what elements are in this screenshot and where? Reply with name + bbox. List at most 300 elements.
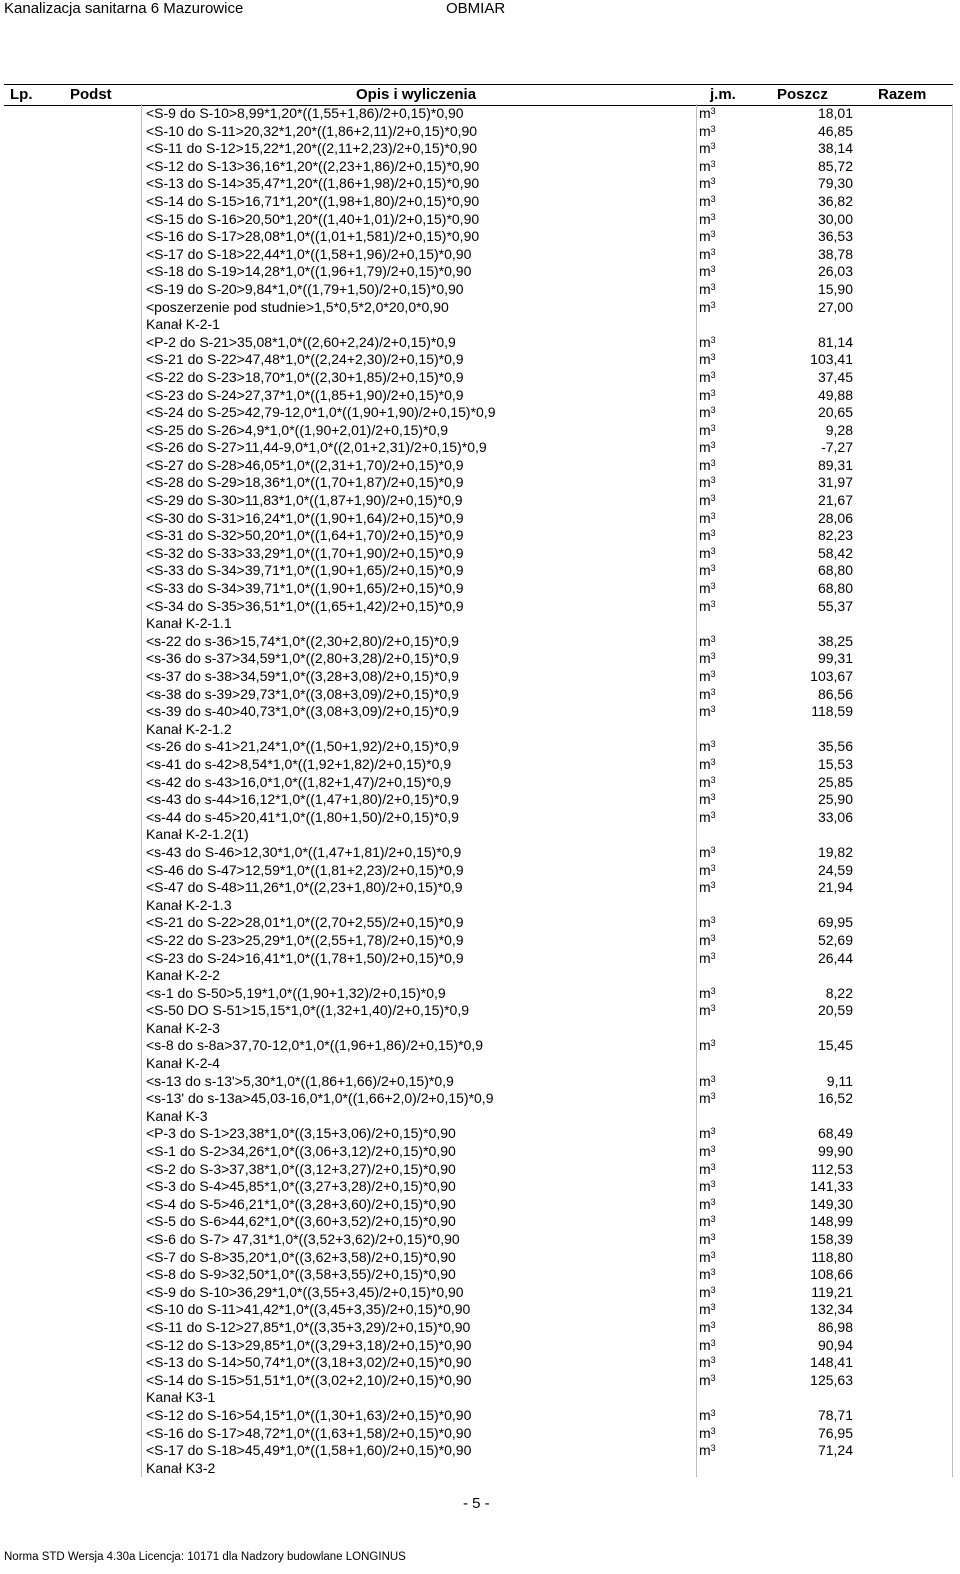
row-unit (699, 650, 716, 668)
table-row (0, 545, 960, 563)
unit-base: m (699, 562, 711, 579)
table-row (0, 1266, 960, 1284)
unit-base: m (699, 1424, 711, 1441)
row-description: Kanał K-2-4 (146, 1055, 220, 1072)
table-row (0, 1301, 960, 1319)
row-unit (699, 492, 716, 510)
row-unit (699, 686, 716, 704)
unit-exponent: 3 (710, 651, 716, 662)
unit-base: m (699, 527, 711, 544)
unit-base: m (699, 175, 711, 192)
row-description: <s-43 do s-44>16,12*1,0*((1,47+1,80)/2+0,15)*0,9 (146, 791, 459, 808)
table-row (0, 809, 960, 827)
row-description: <S-2 do S-3>37,38*1,0*((3,12+3,27)/2+0,15)*0,90 (146, 1160, 456, 1177)
row-quantity: 68,80 (817, 562, 853, 579)
row-description: <S-47 do S-48>11,26*1,0*((2,23+1,80)/2+0,15)*0,9 (146, 879, 463, 896)
table-row (0, 1055, 960, 1073)
row-description: <s-39 do s-40>40,73*1,0*((3,08+3,09)/2+0,15)*0,9 (146, 703, 459, 720)
row-description: <S-29 do S-30>11,83*1,0*((1,87+1,90)/2+0,15)*0,9 (146, 492, 463, 509)
row-description: <S-10 do S-11>20,32*1,20*((1,86+2,11)/2+0,15)*0,90 (146, 122, 478, 139)
row-quantity: 119,21 (811, 1283, 853, 1300)
unit-exponent: 3 (710, 405, 716, 416)
row-unit (699, 422, 716, 440)
row-description: <S-32 do S-33>33,29*1,0*((1,70+1,90)/2+0,15)*0,9 (146, 544, 464, 561)
unit-exponent: 3 (710, 1196, 716, 1207)
row-description: <S-11 do S-12>27,85*1,0*((3,35+3,29)/2+0,15)*0,90 (146, 1318, 471, 1335)
row-quantity: 69,95 (817, 914, 853, 931)
table-row (0, 228, 960, 246)
row-quantity: 24,59 (817, 861, 853, 878)
unit-base: m (699, 1301, 711, 1318)
row-description: <S-17 do S-18>45,49*1,0*((1,58+1,60)/2+0,15)*0,90 (146, 1442, 472, 1459)
row-description: <s-26 do s-41>21,24*1,0*((1,50+1,92)/2+0,15)*0,9 (146, 738, 459, 755)
unit-base: m (699, 544, 711, 561)
row-description: <S-46 do S-47>12,59*1,0*((1,81+2,23)/2+0,15)*0,9 (146, 861, 464, 878)
row-unit (699, 862, 716, 880)
unit-base: m (699, 597, 711, 614)
unit-base: m (699, 1354, 711, 1371)
row-unit (699, 439, 716, 457)
row-quantity: 25,85 (817, 773, 853, 790)
table-row (0, 175, 960, 193)
row-description: <S-16 do S-17>28,08*1,0*((1,01+1,581)/2+0,15)*0,90 (146, 228, 480, 245)
row-description: <S-18 do S-19>14,28*1,0*((1,96+1,79)/2+0,15)*0,90 (146, 263, 472, 280)
row-unit (699, 791, 716, 809)
row-unit (699, 105, 716, 123)
unit-exponent: 3 (710, 1073, 716, 1084)
unit-base: m (699, 122, 711, 139)
row-description: <S-23 do S-24>16,41*1,0*((1,78+1,50)/2+0,15)*0,9 (146, 949, 464, 966)
table-row (0, 844, 960, 862)
table-row (0, 738, 960, 756)
row-description: <S-13 do S-14>50,74*1,0*((3,18+3,02)/2+0,15)*0,90 (146, 1354, 472, 1371)
table-row (0, 299, 960, 317)
row-description: <S-21 do S-22>28,01*1,0*((2,70+2,55)/2+0,15)*0,9 (146, 914, 464, 931)
row-unit (699, 527, 716, 545)
row-quantity: 158,39 (810, 1231, 853, 1247)
row-quantity: 30,00 (817, 210, 853, 227)
row-description: <S-26 do S-27>11,44-9,0*1,0*((2,01+2,31)/2+0,15)*0,9 (146, 439, 487, 456)
unit-exponent: 3 (710, 1091, 716, 1102)
unit-exponent: 3 (710, 493, 716, 504)
row-unit (699, 140, 716, 158)
row-description: Kanał K-2-3 (146, 1019, 220, 1036)
unit-exponent: 3 (710, 1372, 716, 1383)
unit-exponent: 3 (710, 563, 716, 574)
row-quantity: 18,01 (817, 105, 853, 121)
unit-exponent: 3 (710, 193, 716, 204)
unit-base: m (699, 1195, 711, 1212)
row-description: <S-6 do S-7> 47,31*1,0*((3,52+3,62)/2+0,15)*0,90 (146, 1231, 460, 1247)
unit-base: m (699, 105, 711, 121)
table-row (0, 422, 960, 440)
unit-exponent: 3 (710, 1425, 716, 1436)
table-row (0, 351, 960, 369)
row-unit (699, 1284, 716, 1302)
row-quantity: 99,90 (817, 1143, 853, 1160)
row-quantity: -7,27 (821, 439, 853, 456)
row-quantity: 31,97 (817, 474, 853, 491)
row-unit (699, 1178, 716, 1196)
table-row (0, 1231, 960, 1249)
row-description: <S-8 do S-9>32,50*1,0*((3,58+3,55)/2+0,15)*0,90 (146, 1266, 456, 1283)
row-quantity: 86,56 (817, 685, 853, 702)
row-quantity: 33,06 (817, 808, 853, 825)
unit-exponent: 3 (710, 739, 716, 750)
col-razem: Razem (878, 86, 927, 103)
table-row (0, 1407, 960, 1425)
table-row (0, 633, 960, 651)
row-quantity: 78,71 (817, 1406, 853, 1423)
unit-base: m (699, 368, 711, 385)
unit-exponent: 3 (710, 229, 716, 240)
row-quantity: 148,41 (810, 1354, 853, 1371)
unit-base: m (699, 1125, 711, 1142)
col-jm: j.m. (710, 86, 736, 103)
row-unit (699, 1002, 716, 1020)
table-row (0, 1178, 960, 1196)
row-description: <S-21 do S-22>47,48*1,0*((2,24+2,30)/2+0,15)*0,9 (146, 351, 464, 368)
unit-base: m (699, 668, 711, 684)
row-unit (699, 879, 716, 897)
unit-base: m (699, 386, 711, 403)
unit-base: m (699, 861, 711, 878)
unit-base: m (699, 421, 711, 438)
row-quantity: 20,59 (817, 1002, 853, 1019)
unit-base: m (699, 703, 711, 720)
unit-exponent: 3 (710, 1179, 716, 1190)
table-row (0, 105, 960, 123)
row-quantity: 38,14 (817, 140, 853, 157)
unit-exponent: 3 (710, 704, 716, 715)
unit-base: m (699, 245, 711, 262)
table-row (0, 686, 960, 704)
row-quantity: 71,24 (817, 1442, 853, 1459)
table-row (0, 387, 960, 405)
row-description: <s-38 do s-39>29,73*1,0*((3,08+3,09)/2+0,15)*0,9 (146, 685, 459, 702)
unit-base: m (699, 1160, 711, 1177)
table-row (0, 1460, 960, 1478)
unit-base: m (699, 843, 711, 860)
table-row (0, 897, 960, 915)
unit-base: m (699, 263, 711, 280)
unit-base: m (699, 914, 711, 931)
unit-exponent: 3 (710, 1232, 716, 1242)
row-description: <P-3 do S-1>23,38*1,0*((3,15+3,06)/2+0,15)*0,90 (146, 1125, 456, 1142)
row-description: <S-3 do S-4>45,85*1,0*((3,27+3,28)/2+0,15)*0,90 (146, 1178, 456, 1195)
unit-exponent: 3 (710, 809, 716, 820)
row-description: <poszerzenie pod studnie>1,5*0,5*2,0*20,0*0,90 (146, 298, 449, 315)
row-description: <S-4 do S-5>46,21*1,0*((3,28+3,60)/2+0,15)*0,90 (146, 1195, 456, 1212)
row-unit (699, 1073, 716, 1091)
row-description: <s-41 do s-42>8,54*1,0*((1,92+1,82)/2+0,15)*0,9 (146, 755, 452, 772)
row-unit (699, 334, 716, 352)
unit-exponent: 3 (710, 915, 716, 926)
unit-base: m (699, 210, 711, 227)
row-unit (699, 562, 716, 580)
row-description: <s-37 do s-38>34,59*1,0*((3,28+3,08)/2+0,15)*0,9 (146, 668, 459, 684)
row-unit (699, 211, 716, 229)
row-quantity: 26,44 (817, 949, 853, 966)
unit-base: m (699, 1442, 711, 1459)
row-quantity: 79,30 (817, 175, 853, 192)
table-row (0, 703, 960, 721)
unit-base: m (699, 439, 711, 456)
unit-base: m (699, 984, 711, 1001)
row-unit (699, 387, 716, 405)
unit-exponent: 3 (710, 932, 716, 943)
row-quantity: 141,33 (810, 1178, 853, 1195)
row-quantity: 99,31 (817, 650, 853, 667)
table-row (0, 1337, 960, 1355)
row-description: <S-50 DO S-51>15,15*1,0*((1,32+1,40)/2+0,15)*0,9 (146, 1002, 469, 1019)
unit-exponent: 3 (710, 774, 716, 785)
unit-base: m (699, 456, 711, 473)
table-row (0, 615, 960, 633)
row-unit (699, 510, 716, 528)
table-row (0, 668, 960, 686)
col-podst: Podst (70, 86, 112, 103)
unit-exponent: 3 (710, 334, 716, 345)
row-unit (699, 545, 716, 563)
table-row (0, 562, 960, 580)
unit-exponent: 3 (710, 581, 716, 592)
row-description: Kanał K-2-1.1 (146, 615, 232, 632)
row-unit (699, 774, 716, 792)
row-description: <s-42 do s-43>16,0*1,0*((1,82+1,47)/2+0,15)*0,9 (146, 773, 452, 790)
table-row (0, 123, 960, 141)
row-quantity: 19,82 (817, 843, 853, 860)
table-row (0, 932, 960, 950)
unit-exponent: 3 (710, 950, 716, 961)
row-quantity: 81,14 (817, 333, 853, 350)
unit-exponent: 3 (710, 158, 716, 169)
row-quantity: 21,67 (817, 492, 853, 509)
row-description: <S-7 do S-8>35,20*1,0*((3,62+3,58)/2+0,15)*0,90 (146, 1248, 456, 1265)
row-quantity: 68,80 (817, 580, 853, 597)
unit-base: m (699, 492, 711, 509)
unit-exponent: 3 (710, 1003, 716, 1014)
row-description: <s-1 do S-50>5,19*1,0*((1,90+1,32)/2+0,15)*0,9 (146, 984, 446, 1001)
unit-base: m (699, 509, 711, 526)
unit-base: m (699, 474, 711, 491)
row-unit (699, 246, 716, 264)
row-unit (699, 158, 716, 176)
unit-exponent: 3 (710, 422, 716, 433)
unit-base: m (699, 1318, 711, 1335)
row-unit (699, 1354, 716, 1372)
row-unit (699, 263, 716, 281)
unit-base: m (699, 1037, 711, 1054)
row-unit (699, 123, 716, 141)
unit-base: m (699, 1072, 711, 1089)
row-unit (699, 738, 716, 756)
table-row (0, 826, 960, 844)
row-unit (699, 228, 716, 246)
section-title: OBMIAR (446, 0, 506, 17)
row-description: <s-36 do s-37>34,59*1,0*((2,80+3,28)/2+0,15)*0,9 (146, 650, 459, 667)
unit-base: m (699, 931, 711, 948)
row-unit (699, 1442, 716, 1460)
unit-base: m (699, 650, 711, 667)
unit-base: m (699, 351, 711, 368)
row-description: <S-34 do S-35>36,51*1,0*((1,65+1,42)/2+0,15)*0,9 (146, 597, 464, 614)
unit-base: m (699, 1143, 711, 1160)
row-description: <S-27 do S-28>46,05*1,0*((2,31+1,70)/2+0,15)*0,9 (146, 456, 464, 473)
row-description: <S-30 do S-31>16,24*1,0*((1,90+1,64)/2+0,15)*0,9 (146, 509, 464, 526)
unit-exponent: 3 (710, 246, 716, 257)
row-quantity: 103,67 (810, 668, 853, 684)
unit-exponent: 3 (710, 1302, 716, 1313)
table-row (0, 1389, 960, 1407)
unit-base: m (699, 1178, 711, 1195)
row-unit (699, 1125, 716, 1143)
unit-base: m (699, 1266, 711, 1283)
unit-base: m (699, 333, 711, 350)
table-row (0, 967, 960, 985)
table-row (0, 316, 960, 334)
row-unit (699, 474, 716, 492)
unit-exponent: 3 (710, 1038, 716, 1049)
row-description: <s-13' do s-13a>45,03-16,0*1,0*((1,66+2,0)/2+0,15)*0,9 (146, 1090, 494, 1107)
row-quantity: 16,52 (817, 1090, 853, 1107)
row-quantity: 90,94 (817, 1336, 853, 1353)
row-quantity: 149,30 (810, 1195, 853, 1212)
table-row (0, 510, 960, 528)
table-row (0, 439, 960, 457)
unit-base: m (699, 949, 711, 966)
table-row (0, 862, 960, 880)
row-quantity: 9,11 (826, 1072, 853, 1089)
unit-exponent: 3 (710, 440, 716, 451)
row-description: <S-9 do S-10>8,99*1,20*((1,55+1,86)/2+0,15)*0,90 (146, 105, 464, 121)
row-quantity: 36,53 (817, 228, 853, 245)
row-quantity: 86,98 (817, 1318, 853, 1335)
unit-exponent: 3 (710, 299, 716, 310)
row-description: <S-28 do S-29>18,36*1,0*((1,70+1,87)/2+0,15)*0,9 (146, 474, 464, 491)
table-row (0, 1319, 960, 1337)
unit-exponent: 3 (710, 1249, 716, 1260)
row-quantity: 28,06 (817, 509, 853, 526)
unit-exponent: 3 (710, 1144, 716, 1155)
row-description: Kanał K-2-1.2 (146, 720, 232, 737)
row-unit (699, 457, 716, 475)
table-header (4, 84, 953, 106)
row-quantity: 26,03 (817, 263, 853, 280)
unit-exponent: 3 (710, 369, 716, 380)
unit-base: m (699, 140, 711, 157)
table-row (0, 1249, 960, 1267)
row-description: Kanał K-2-1.3 (146, 896, 232, 913)
row-description: <S-12 do S-13>29,85*1,0*((3,29+3,18)/2+0,15)*0,90 (146, 1336, 472, 1353)
table-row (0, 1161, 960, 1179)
unit-base: m (699, 1002, 711, 1019)
row-quantity: 76,95 (817, 1424, 853, 1441)
row-description: <S-17 do S-18>22,44*1,0*((1,58+1,96)/2+0,15)*0,90 (146, 245, 472, 262)
unit-exponent: 3 (710, 528, 716, 539)
row-unit (699, 1037, 716, 1055)
row-quantity: 38,25 (817, 632, 853, 649)
table-row (0, 1284, 960, 1302)
row-description: <S-31 do S-32>50,20*1,0*((1,64+1,70)/2+0,15)*0,9 (146, 527, 464, 544)
unit-exponent: 3 (710, 457, 716, 468)
row-unit (699, 1161, 716, 1179)
row-description: <S-33 do S-34>39,71*1,0*((1,90+1,65)/2+0,15)*0,9 (146, 580, 464, 597)
row-quantity: 46,85 (817, 122, 853, 139)
row-description: <s-13 do s-13'>5,30*1,0*((1,86+1,66)/2+0,15)*0,9 (146, 1072, 454, 1089)
table-row (0, 914, 960, 932)
row-quantity: 85,72 (817, 157, 853, 174)
table-row (0, 879, 960, 897)
row-quantity: 49,88 (817, 386, 853, 403)
row-unit (699, 299, 716, 317)
page-number: - 5 - (463, 1495, 490, 1512)
unit-base: m (699, 228, 711, 245)
unit-base: m (699, 1231, 711, 1247)
row-description: <S-12 do S-13>36,16*1,20*((2,23+1,86)/2+0,15)*0,90 (146, 157, 480, 174)
row-description: <s-8 do s-8a>37,70-12,0*1,0*((1,96+1,86)/2+0,15)*0,9 (146, 1037, 484, 1054)
row-unit (699, 1090, 716, 1108)
table-row (0, 1037, 960, 1055)
table-row (0, 140, 960, 158)
row-description: Kanał K-2-2 (146, 967, 220, 984)
unit-exponent: 3 (710, 1267, 716, 1278)
table-row (0, 1442, 960, 1460)
unit-base: m (699, 685, 711, 702)
row-quantity: 82,23 (817, 527, 853, 544)
row-description: <s-43 do S-46>12,30*1,0*((1,47+1,81)/2+0,15)*0,9 (146, 843, 462, 860)
row-quantity: 25,90 (817, 791, 853, 808)
row-description: <S-12 do S-16>54,15*1,0*((1,30+1,63)/2+0,15)*0,90 (146, 1406, 472, 1423)
table-row (0, 1090, 960, 1108)
table-row (0, 650, 960, 668)
measurement-table (0, 105, 960, 1477)
unit-exponent: 3 (710, 1126, 716, 1137)
row-unit (699, 1372, 716, 1390)
unit-exponent: 3 (710, 756, 716, 767)
row-quantity: 38,78 (817, 245, 853, 262)
row-description: <S-1 do S-2>34,26*1,0*((3,06+3,12)/2+0,15)*0,90 (146, 1143, 456, 1160)
unit-exponent: 3 (710, 1355, 716, 1366)
unit-exponent: 3 (710, 1443, 716, 1454)
unit-exponent: 3 (710, 880, 716, 891)
unit-exponent: 3 (710, 352, 716, 363)
row-description: <S-15 do S-16>20,50*1,20*((1,40+1,01)/2+0,15)*0,90 (146, 210, 480, 227)
table-row (0, 1143, 960, 1161)
row-quantity: 68,49 (817, 1125, 853, 1142)
row-quantity: 103,41 (810, 351, 853, 368)
table-row (0, 246, 960, 264)
row-unit (699, 668, 716, 686)
row-unit (699, 1407, 716, 1425)
row-quantity: 58,42 (817, 544, 853, 561)
row-description: <S-25 do S-26>4,9*1,0*((1,90+2,01)/2+0,15)*0,9 (146, 421, 448, 438)
unit-base: m (699, 738, 711, 755)
unit-exponent: 3 (710, 1319, 716, 1330)
unit-exponent: 3 (710, 387, 716, 398)
document-title: Kanalizacja sanitarna 6 Mazurowice (4, 0, 244, 17)
table-row (0, 334, 960, 352)
row-quantity: 15,53 (817, 755, 853, 772)
row-quantity: 125,63 (810, 1371, 853, 1388)
unit-exponent: 3 (710, 264, 716, 275)
unit-exponent: 3 (710, 123, 716, 134)
row-unit (699, 175, 716, 193)
unit-exponent: 3 (710, 1337, 716, 1348)
row-unit (699, 580, 716, 598)
row-quantity: 89,31 (817, 456, 853, 473)
table-row (0, 756, 960, 774)
